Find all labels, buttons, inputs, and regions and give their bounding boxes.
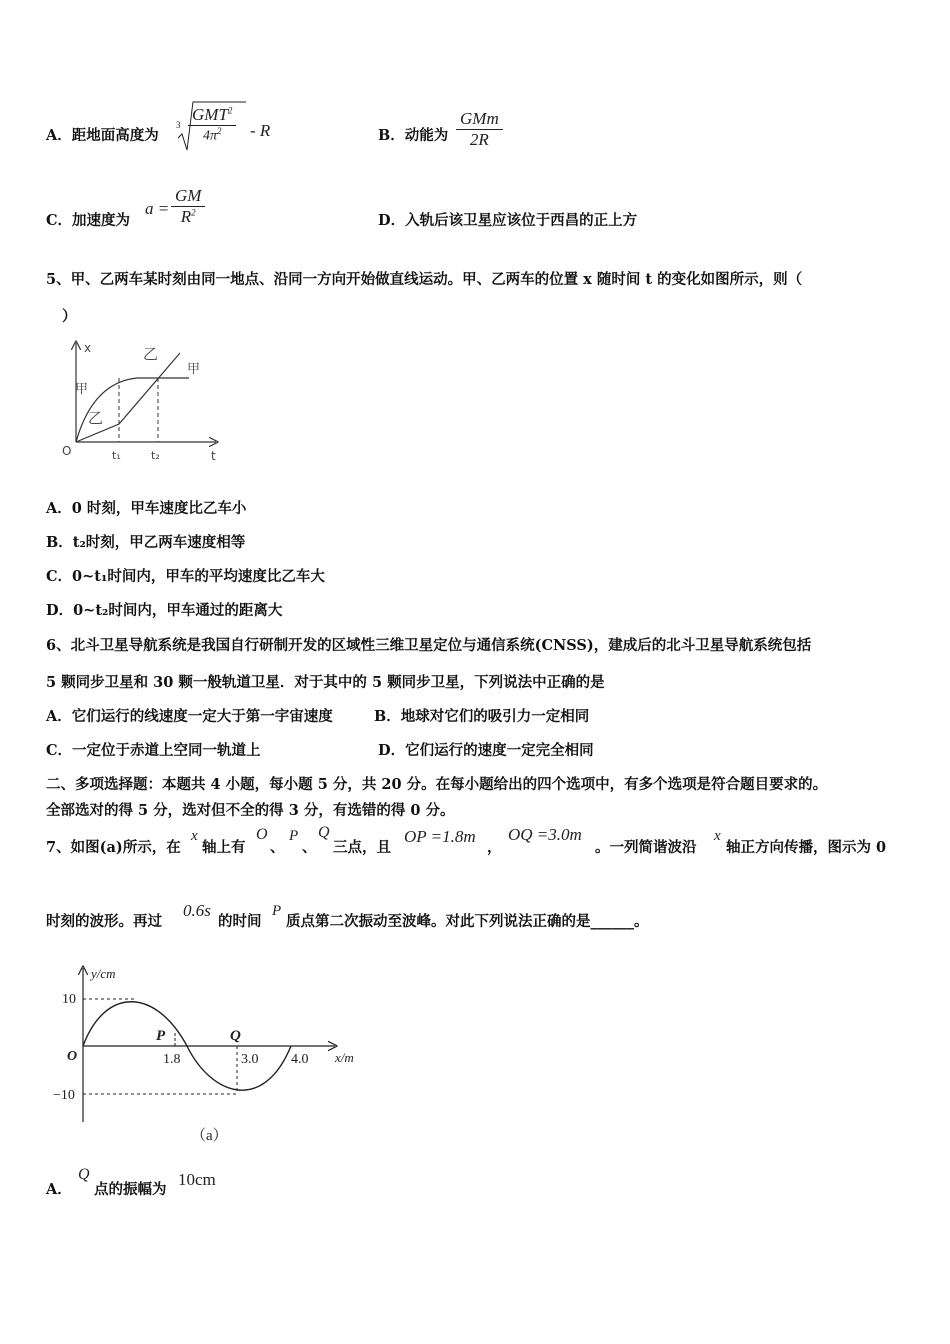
q7-sep2: 、 <box>302 839 317 856</box>
q5-jia-right-label: 甲 <box>187 362 201 377</box>
q5-option-b: B．t₂时刻，甲乙两车速度相等 <box>46 534 246 551</box>
q5-y-label: x <box>84 341 92 355</box>
q7-math-x1: x <box>191 828 198 844</box>
q7-seg4: 。一列简谐波沿 <box>595 839 697 856</box>
q7-option-a-math-Q: Q <box>78 1166 90 1183</box>
q7-math-O: O <box>256 826 268 843</box>
q7-tick-3.0: 3.0 <box>241 1052 259 1067</box>
q5-option-c: C．0~t₁时间内，甲车的平均速度比乙车大 <box>46 568 325 585</box>
q6-option-b: B．地球对它们的吸引力一定相同 <box>374 708 590 725</box>
q7-line2-seg1: 时刻的波形。再过 <box>46 913 162 930</box>
q7-seg2: 轴上有 <box>202 839 246 856</box>
q5-jia-left-label: 甲 <box>75 382 89 397</box>
q7-line2-seg3: 质点第二次振动至波峰。对此下列说法正确的是______。 <box>286 913 649 930</box>
q4-option-a-label: A．距地面高度为 <box>46 127 159 144</box>
q7-seg3: 三点，且 <box>333 839 391 856</box>
root-index: 3 <box>176 120 181 130</box>
q7-seg1: 7、如图(a)所示，在 <box>46 839 181 856</box>
q7-sep1: 、 <box>270 839 285 856</box>
q5-x-label: t <box>211 449 216 463</box>
q5-stem-line2: ） <box>62 308 77 325</box>
q4-option-c-label: C．加速度为 <box>46 212 131 229</box>
q7-origin-label: O <box>67 1049 78 1064</box>
q7-option-a-label: A． <box>46 1181 72 1198</box>
q7-sep3: ， <box>487 839 502 856</box>
q5-yi-inner-label: 乙 <box>88 409 104 427</box>
q7-math-Q: Q <box>318 824 330 841</box>
q5-yi-top-label: 乙 <box>143 345 159 363</box>
q6-option-d: D．它们运行的速度一定完全相同 <box>378 742 594 759</box>
q7-x-label: x/m <box>335 1050 354 1065</box>
q4-c-lhs: a = <box>145 199 170 218</box>
q4-a-fraction: GMT$^2$ $4\pi^2$ <box>188 106 236 145</box>
q5-stem-line1: 5、甲、乙两车某时刻由同一地点、沿同一方向开始做直线运动。甲、乙两车的位置 x 随时间 t 的变化如图所示，则（ <box>46 271 803 288</box>
q4-b-fraction: GMm 2R <box>456 110 503 150</box>
q5-tick-t1: t₁ <box>112 449 121 462</box>
q7-line2-seg2: 的时间 <box>218 913 262 930</box>
q4-option-d: D．入轨后该卫星应该位于西昌的正上方 <box>378 212 638 229</box>
section2-line1: 二、多项选择题：本题共 4 小题，每小题 5 分，共 20 分。在每小题给出的四个选项中，有多个选项是符合题目要求的。 <box>46 776 828 793</box>
q5-option-a: A．0 时刻，甲车速度比乙车小 <box>46 500 247 517</box>
q4-c-fraction: GM $R^2$ <box>171 187 205 227</box>
q7-math-x2: x <box>714 828 721 844</box>
q7-y-label: y/cm <box>91 966 116 981</box>
q7-graph-caption: （a） <box>191 1128 228 1144</box>
q4-a-tail: - R <box>250 121 271 140</box>
q7-y-pos-label: 10 <box>62 992 76 1007</box>
q7-P-label: P <box>156 1028 166 1044</box>
q4-option-b-label: B．动能为 <box>378 127 449 144</box>
q7-math-OQ: OQ =3.0m <box>508 825 582 844</box>
q6-stem-line1: 6、北斗卫星导航系统是我国自行研制开发的区域性三维卫星定位与通信系统(CNSS)，建成后的北斗卫星导航系统包括 <box>46 637 812 654</box>
q7-option-a-value: 10cm <box>178 1170 216 1189</box>
q7-tick-1.8: 1.8 <box>163 1052 181 1067</box>
q7-option-a-text: 点的振幅为 <box>94 1181 167 1198</box>
q7-math-OP: OP =1.8m <box>404 827 476 846</box>
q7-math-P2: P <box>272 903 282 919</box>
q5-option-d: D．0~t₂时间内，甲车通过的距离大 <box>46 602 283 619</box>
q5-curve-yi <box>76 353 180 442</box>
q7-y-neg-label: −10 <box>53 1088 75 1103</box>
q7-math-time: 0.6s <box>183 901 211 920</box>
q5-origin-label: O <box>62 444 72 458</box>
q7-math-P: P <box>289 828 299 844</box>
q6-option-a: A．它们运行的线速度一定大于第一宇宙速度 <box>46 708 333 725</box>
q7-wave-graph <box>45 962 375 1142</box>
q5-position-time-graph <box>55 335 255 465</box>
q7-seg5: 轴正方向传播，图示为 0 <box>726 839 887 856</box>
section2-line2: 全部选对的得 5 分，选对但不全的得 3 分，有选错的得 0 分。 <box>46 802 455 819</box>
q5-tick-t2: t₂ <box>151 449 160 462</box>
q6-stem-line2: 5 颗同步卫星和 30 颗一般轨道卫星．对于其中的 5 颗同步卫星，下列说法中正确的是 <box>46 674 605 691</box>
q7-tick-4.0: 4.0 <box>291 1052 309 1067</box>
q7-Q-label: Q <box>230 1028 241 1044</box>
q6-option-c: C．一定位于赤道上空同一轨道上 <box>46 742 261 759</box>
